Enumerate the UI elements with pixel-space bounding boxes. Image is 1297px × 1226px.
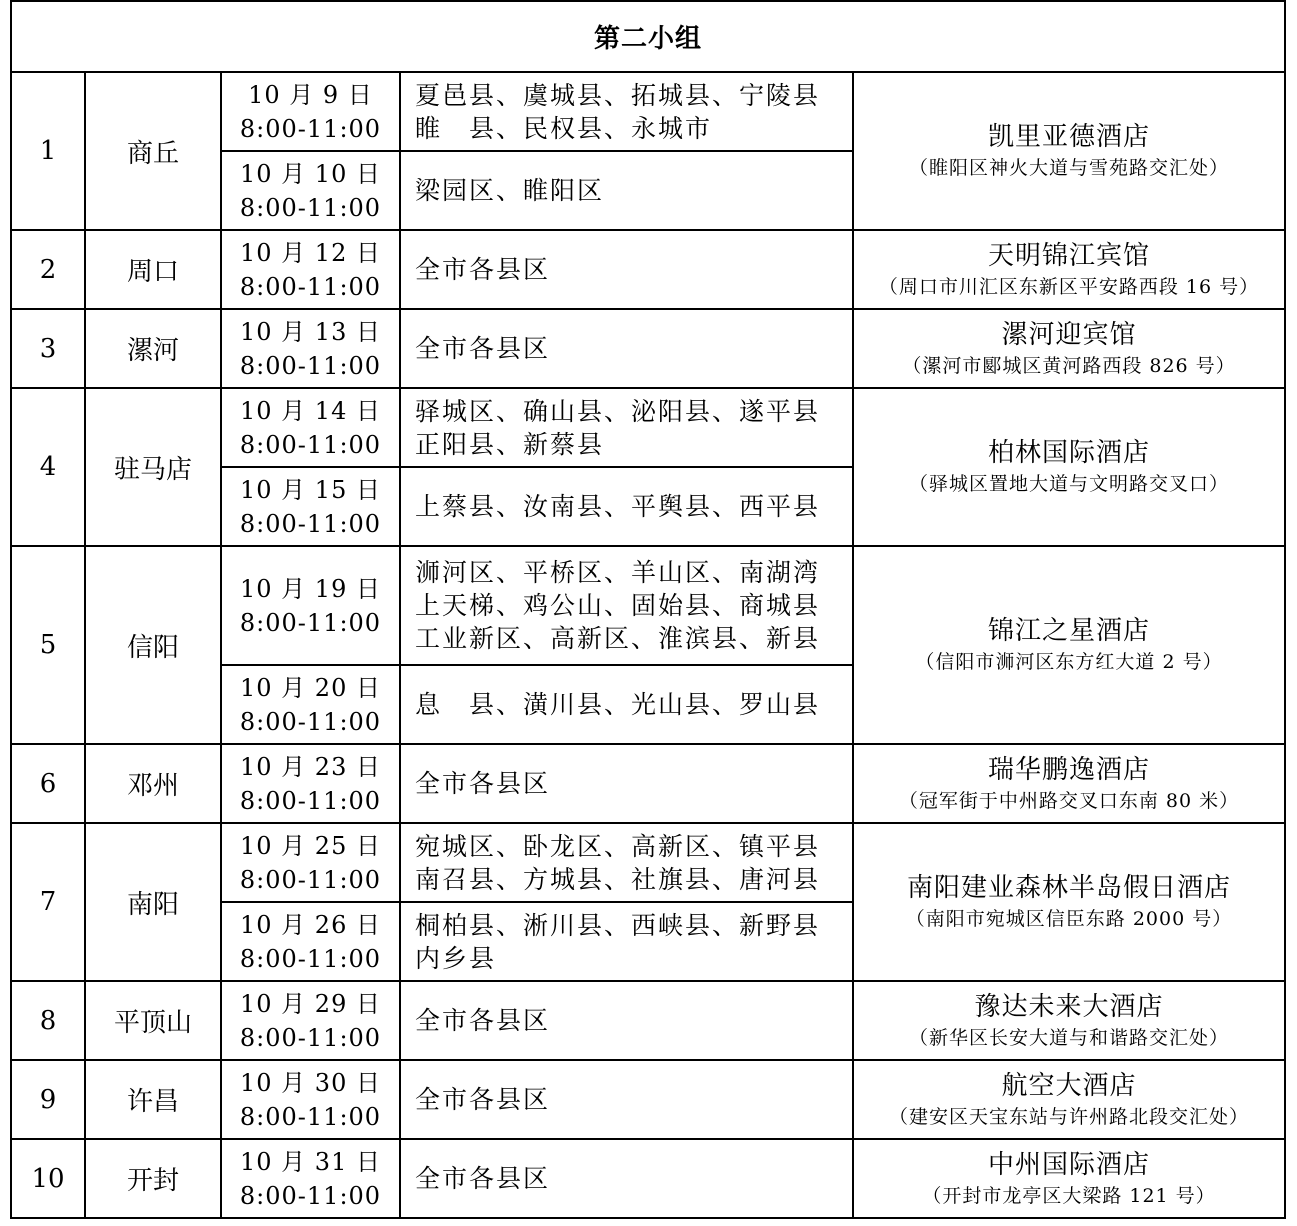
date-time-cell — [221, 1139, 400, 1218]
hotel-name: 凯里亚德酒店 — [988, 122, 1151, 152]
date-time-cell — [221, 546, 400, 665]
city-name: 周口 — [85, 230, 221, 309]
table-row — [11, 230, 1285, 309]
exam-date: 10 月 20 日 — [240, 673, 381, 702]
district-line: 上蔡县、汝南县、平舆县、西平县 — [415, 492, 821, 521]
row-number: 3 — [11, 309, 85, 388]
districts-cell — [400, 230, 853, 309]
districts-cell — [400, 1060, 853, 1139]
districts-cell — [400, 388, 853, 467]
hotel-name: 瑞华鹏逸酒店 — [988, 754, 1151, 785]
city-name: 邓州 — [85, 744, 221, 823]
exam-date: 10 月 26 日 — [240, 910, 381, 939]
district-line: 睢 县、民权县、永城市 — [415, 113, 713, 143]
city-name: 漯河 — [85, 309, 221, 388]
district-line: 内乡县 — [415, 943, 497, 973]
exam-time: 8:00-11:00 — [239, 865, 382, 894]
hotel-address: （新华区长安大道与和谐路交汇处） — [909, 1026, 1230, 1049]
row-number: 9 — [11, 1060, 85, 1139]
district-line: 浉河区、平桥区、羊山区、南湖湾 — [415, 558, 821, 587]
exam-date: 10 月 30 日 — [240, 1068, 381, 1097]
hotel-cell — [853, 546, 1285, 744]
city-name: 开封 — [85, 1139, 221, 1218]
district-line: 夏邑县、虞城县、拓城县、宁陵县 — [415, 80, 821, 110]
city-name: 信阳 — [85, 546, 221, 744]
district-line: 梁园区、睢阳区 — [415, 176, 605, 205]
table-title: 第二小组 — [11, 1, 1285, 72]
date-time-cell — [221, 902, 400, 981]
city-name: 平顶山 — [85, 981, 221, 1060]
exam-date: 10 月 19 日 — [240, 574, 381, 603]
row-number: 2 — [11, 230, 85, 309]
hotel-address: （信阳市浉河区东方红大道 2 号） — [915, 651, 1223, 673]
exam-date: 10 月 25 日 — [240, 831, 381, 860]
exam-time: 8:00-11:00 — [239, 786, 382, 815]
exam-date: 10 月 31 日 — [240, 1147, 381, 1176]
districts-cell — [400, 981, 853, 1060]
district-line: 全市各县区 — [415, 255, 551, 284]
hotel-name: 天明锦江宾馆 — [988, 240, 1151, 271]
exam-time: 8:00-11:00 — [239, 272, 382, 301]
hotel-name: 锦江之星酒店 — [988, 616, 1151, 646]
hotel-cell — [853, 823, 1285, 981]
district-line: 息 县、潢川县、光山县、罗山县 — [415, 690, 821, 719]
date-time-cell — [221, 1060, 400, 1139]
hotel-address: （南阳市宛城区信臣东路 2000 号） — [905, 908, 1233, 930]
exam-date: 10 月 23 日 — [240, 752, 381, 781]
districts-cell — [400, 546, 853, 665]
city-name: 驻马店 — [85, 388, 221, 546]
exam-time: 8:00-11:00 — [239, 193, 382, 222]
hotel-cell — [853, 309, 1285, 388]
hotel-name: 豫达未来大酒店 — [974, 991, 1164, 1022]
table-row — [11, 1060, 1285, 1139]
hotel-cell — [853, 1139, 1285, 1218]
exam-date: 10 月 15 日 — [240, 475, 381, 504]
district-line: 桐柏县、淅川县、西峡县、新野县 — [415, 910, 821, 940]
exam-date: 10 月 10 日 — [240, 159, 381, 188]
exam-date: 10 月 29 日 — [240, 989, 381, 1018]
hotel-name: 中州国际酒店 — [988, 1149, 1151, 1180]
hotel-address: （睢阳区神火大道与雪苑路交汇处） — [909, 157, 1230, 179]
hotel-cell — [853, 1060, 1285, 1139]
row-number: 5 — [11, 546, 85, 744]
title-row — [11, 1, 1285, 72]
districts-cell — [400, 467, 853, 546]
table-row — [11, 546, 1285, 665]
exam-time: 8:00-11:00 — [239, 351, 382, 380]
district-line: 正阳县、新蔡县 — [415, 429, 605, 459]
hotel-name: 漯河迎宾馆 — [1001, 319, 1137, 350]
hotel-cell — [853, 388, 1285, 546]
hotel-cell — [853, 230, 1285, 309]
exam-time: 8:00-11:00 — [239, 707, 382, 736]
row-number: 6 — [11, 744, 85, 823]
hotel-name: 南阳建业森林半岛假日酒店 — [907, 873, 1232, 903]
date-time-cell — [221, 823, 400, 902]
schedule-body — [11, 1, 1285, 1218]
exam-time: 8:00-11:00 — [239, 114, 382, 143]
district-line: 全市各县区 — [415, 1006, 551, 1035]
date-time-cell — [221, 72, 400, 151]
row-number: 8 — [11, 981, 85, 1060]
districts-cell — [400, 309, 853, 388]
hotel-address: （冠军街于中州路交叉口东南 80 米） — [898, 789, 1240, 812]
district-line: 全市各县区 — [415, 334, 551, 363]
table-row — [11, 744, 1285, 823]
districts-cell — [400, 72, 853, 151]
districts-cell — [400, 902, 853, 981]
table-row — [11, 72, 1285, 151]
table-row — [11, 388, 1285, 467]
city-name: 商丘 — [85, 72, 221, 230]
exam-time: 8:00-11:00 — [239, 1181, 382, 1210]
exam-date: 10 月 14 日 — [240, 396, 381, 425]
exam-time: 8:00-11:00 — [239, 944, 382, 973]
hotel-address: （漯河市郾城区黄河路西段 826 号） — [902, 354, 1236, 377]
district-line: 全市各县区 — [415, 1164, 551, 1193]
hotel-address: （周口市川汇区东新区平安路西段 16 号） — [878, 275, 1260, 298]
hotel-address: （开封市龙亭区大梁路 121 号） — [922, 1184, 1216, 1207]
date-time-cell — [221, 665, 400, 744]
exam-date: 10 月 9 日 — [248, 80, 373, 109]
exam-time: 8:00-11:00 — [239, 430, 382, 459]
city-name: 南阳 — [85, 823, 221, 981]
districts-cell — [400, 823, 853, 902]
district-line: 工业新区、高新区、淮滨县、新县 — [415, 624, 821, 653]
row-number: 7 — [11, 823, 85, 981]
date-time-cell — [221, 744, 400, 823]
table-row — [11, 309, 1285, 388]
district-line: 全市各县区 — [415, 769, 551, 798]
exam-time: 8:00-11:00 — [239, 1102, 382, 1131]
date-time-cell — [221, 981, 400, 1060]
table-row — [11, 1139, 1285, 1218]
exam-time: 8:00-11:00 — [239, 608, 382, 637]
hotel-address: （建安区天宝东站与许州路北段交汇处） — [889, 1105, 1250, 1128]
hotel-cell — [853, 744, 1285, 823]
date-time-cell — [221, 151, 400, 230]
district-line: 全市各县区 — [415, 1085, 551, 1114]
districts-cell — [400, 665, 853, 744]
hotel-cell — [853, 981, 1285, 1060]
row-number: 4 — [11, 388, 85, 546]
district-line: 驿城区、确山县、泌阳县、遂平县 — [415, 396, 821, 426]
exam-date: 10 月 13 日 — [240, 317, 381, 346]
row-number: 10 — [11, 1139, 85, 1218]
city-name: 许昌 — [85, 1060, 221, 1139]
row-number: 1 — [11, 72, 85, 230]
district-line: 上天梯、鸡公山、固始县、商城县 — [415, 591, 821, 620]
exam-date: 10 月 12 日 — [240, 238, 381, 267]
districts-cell — [400, 1139, 853, 1218]
hotel-name: 柏林国际酒店 — [988, 438, 1151, 468]
exam-time: 8:00-11:00 — [239, 1023, 382, 1052]
hotel-cell — [853, 72, 1285, 230]
districts-cell — [400, 151, 853, 230]
date-time-cell — [221, 230, 400, 309]
district-line: 宛城区、卧龙区、高新区、镇平县 — [415, 831, 821, 861]
districts-cell — [400, 744, 853, 823]
hotel-address: （驿城区置地大道与文明路交叉口） — [909, 473, 1230, 495]
date-time-cell — [221, 309, 400, 388]
table-row — [11, 823, 1285, 902]
hotel-name: 航空大酒店 — [1001, 1070, 1137, 1101]
exam-time: 8:00-11:00 — [239, 509, 382, 538]
schedule-table — [10, 0, 1286, 1219]
date-time-cell — [221, 467, 400, 546]
district-line: 南召县、方城县、社旗县、唐河县 — [415, 864, 821, 894]
table-row — [11, 981, 1285, 1060]
date-time-cell — [221, 388, 400, 467]
